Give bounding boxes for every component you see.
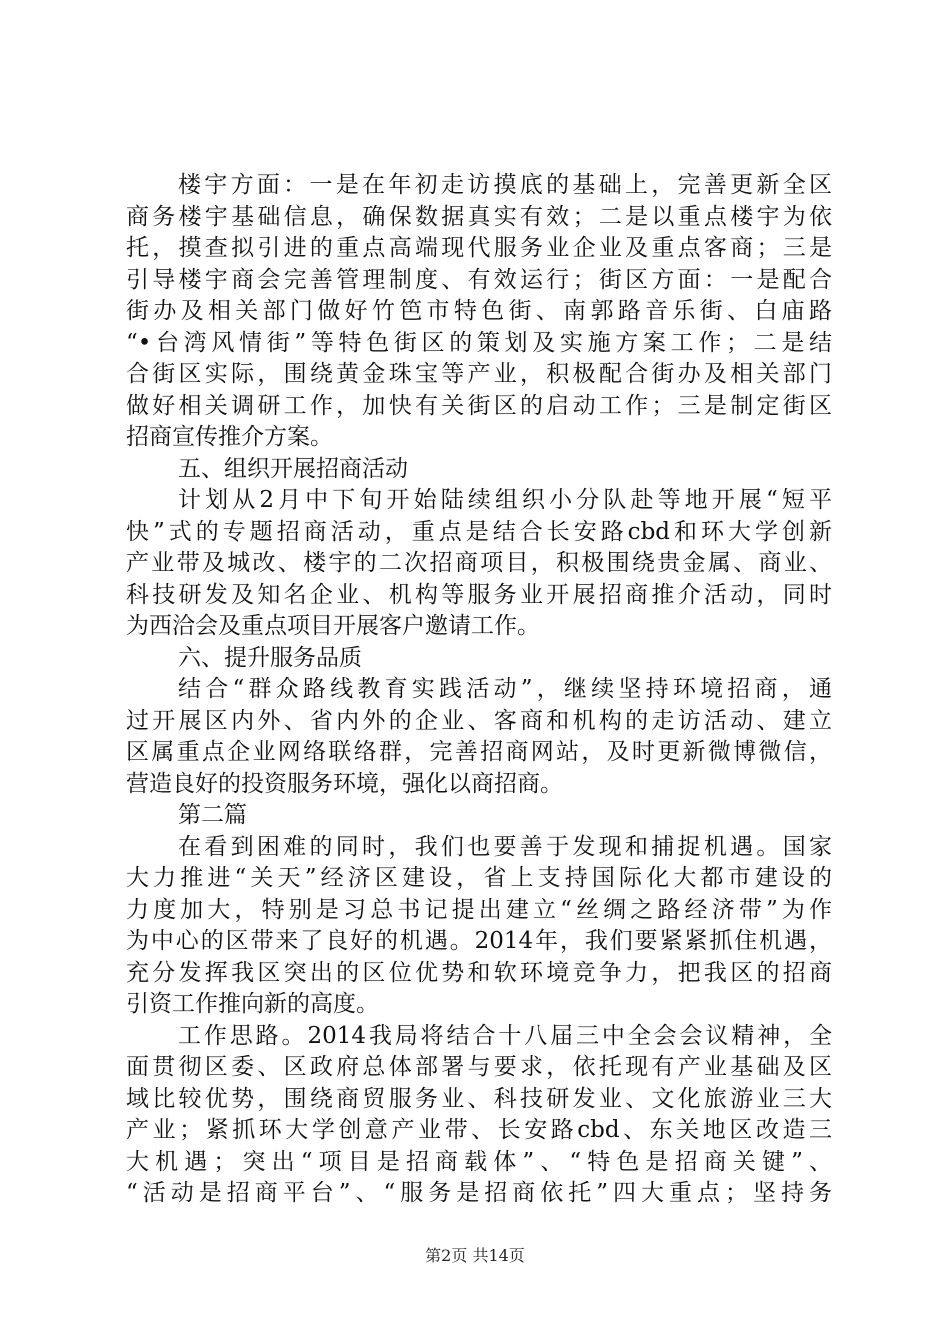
text-line: 产业带及城改、楼宇的二次招商项目，积极围绕贵金属、商业、 [126, 550, 832, 576]
text-line: 过开展区内外、省内外的企业、客商和机构的走访活动、建立 [126, 707, 832, 734]
text-line: 域比较优势，围绕商贸服务业、科技研发业、文化旅游业三大 [126, 1085, 832, 1112]
text-line: 五、组织开展招商活动 [178, 455, 408, 482]
text-line: 工作思路。2014我局将结合十八届三中全会会议精神，全 [178, 1022, 832, 1049]
text-line: 在看到困难的同时，我们也要善于发现和捕捉机遇。国家 [178, 833, 832, 860]
text-line: 街办及相关部门做好竹笆市特色街、南郭路音乐街、白庙路 [126, 298, 832, 324]
text-line: 六、提升服务品质 [178, 644, 362, 671]
text-line: 引导楼宇商会完善管理制度、有效运行；街区方面：一是配合 [126, 266, 832, 293]
text-line: 营造良好的投资服务环境，强化以商招商。 [126, 770, 563, 797]
document-body [126, 170, 832, 1210]
text-line: 为中心的区带来了良好的机遇。2014年，我们要紧紧抓住机遇， [126, 928, 832, 954]
text-line: 结合“群众路线教育实践活动”，继续坚持环境招商，通 [178, 676, 832, 702]
text-line: 大力推进“关天”经济区建设，省上支持国际化大都市建设的 [126, 865, 832, 891]
text-line: 区属重点企业网络联络群，完善招商网站，及时更新微博微信， [126, 739, 832, 765]
text-line: 大机遇；突出“项目是招商载体”、“特色是招商关键”、 [126, 1148, 832, 1175]
page-footer: 第2页 共14页 [425, 1246, 525, 1265]
text-line: 充分发挥我区突出的区位优势和软环境竞争力，把我区的招商 [126, 959, 832, 986]
text-line: 第二篇 [178, 802, 247, 828]
text-line: “•台湾风情街”等特色街区的策划及实施方案工作；二是结 [126, 329, 832, 356]
text-line: 做好相关调研工作，加快有关街区的启动工作；三是制定街区 [126, 392, 832, 419]
text-line: 招商宣传推介方案。 [126, 424, 333, 450]
text-line: 面贯彻区委、区政府总体部署与要求，依托现有产业基础及区 [126, 1054, 832, 1080]
text-line: 力度加大，特别是习总书记提出建立“丝绸之路经济带”为作 [126, 896, 832, 923]
text-line: 产业；紧抓环大学创意产业带、长安路cbd、东关地区改造三 [126, 1117, 832, 1143]
text-line: 托，摸查拟引进的重点高端现代服务业企业及重点客商；三是 [126, 235, 832, 261]
text-line: 科技研发及知名企业、机构等服务业开展招商推介活动，同时 [126, 581, 832, 608]
text-line: 为西洽会及重点项目开展客户邀请工作。 [126, 613, 540, 639]
text-line: 楼宇方面：一是在年初走访摸底的基础上，完善更新全区 [178, 172, 832, 198]
text-line: 合街区实际，围绕黄金珠宝等产业，积极配合街办及相关部门 [126, 361, 832, 387]
text-line: 商务楼宇基础信息，确保数据真实有效；二是以重点楼宇为依 [126, 203, 832, 230]
text-line: 引资工作推向新的高度。 [126, 991, 379, 1017]
text-line: “活动是招商平台”、“服务是招商依托”四大重点；坚持务 [126, 1180, 832, 1206]
text-line: 快”式的专题招商活动，重点是结合长安路cbd和环大学创新 [126, 518, 832, 545]
text-line: 计划从2月中下旬开始陆续组织小分队赴等地开展“短平 [178, 487, 832, 513]
